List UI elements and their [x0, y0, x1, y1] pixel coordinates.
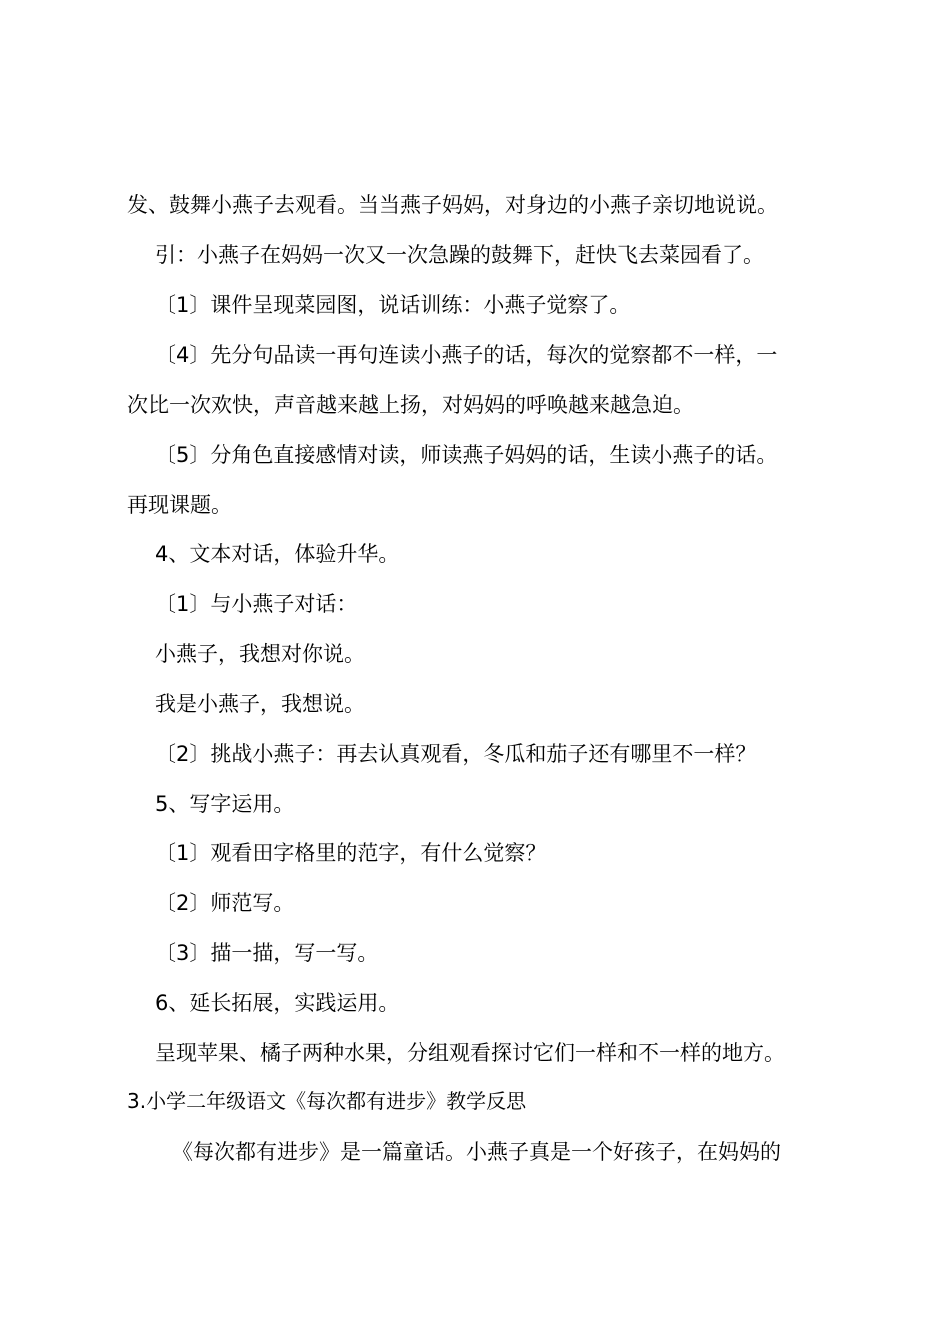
paragraph-line: 呈现苹果、橘子两种水果，分组观看探讨它们一样和不一样的地方。: [155, 1041, 785, 1065]
paragraph-line: 《每次都有进步》是一篇童话。小燕子真是一个好孩子，在妈妈的: [172, 1140, 781, 1164]
paragraph-line: 〔2〕挑战小燕子：再去认真观看，冬瓜和茄子还有哪里不一样？: [155, 742, 757, 766]
paragraph-line: 再现课题。: [127, 493, 232, 517]
section-heading: 4、文本对话，体验升华。: [155, 542, 400, 566]
section-heading: 6、延长拓展，实践运用。: [155, 991, 400, 1015]
paragraph-line: 小燕子，我想对你说。: [155, 642, 365, 666]
paragraph-line: 〔5〕分角色直接感情对读，师读燕子妈妈的话，生读小燕子的话。: [155, 443, 778, 467]
document-title: 3.小学二年级语文《每次都有进步》教学反思: [127, 1089, 527, 1113]
paragraph-line: 〔1〕观看田字格里的范字，有什么觉察？: [155, 841, 547, 865]
paragraph-line: 〔1〕与小燕子对话：: [155, 592, 358, 616]
paragraph-line: 〔1〕课件呈现菜园图，说话训练：小燕子觉察了。: [155, 293, 631, 317]
paragraph-line: 次比一次欢快，声音越来越上扬，对妈妈的呼唤越来越急迫。: [127, 393, 694, 417]
paragraph-line: 发、鼓舞小燕子去观看。当当燕子妈妈，对身边的小燕子亲切地说说。: [127, 193, 778, 217]
paragraph-line: 〔4〕先分句品读一再句连读小燕子的话，每次的觉察都不一样，一: [155, 343, 778, 367]
paragraph-line: 〔3〕描一描，写一写。: [155, 941, 379, 965]
paragraph-line: 〔2〕师范写。: [155, 891, 295, 915]
paragraph-line: 引：小燕子在妈妈一次又一次急躁的鼓舞下，赶快飞去菜园看了。: [155, 243, 764, 267]
paragraph-line: 我是小燕子，我想说。: [155, 692, 365, 716]
section-heading: 5、写字运用。: [155, 792, 295, 816]
